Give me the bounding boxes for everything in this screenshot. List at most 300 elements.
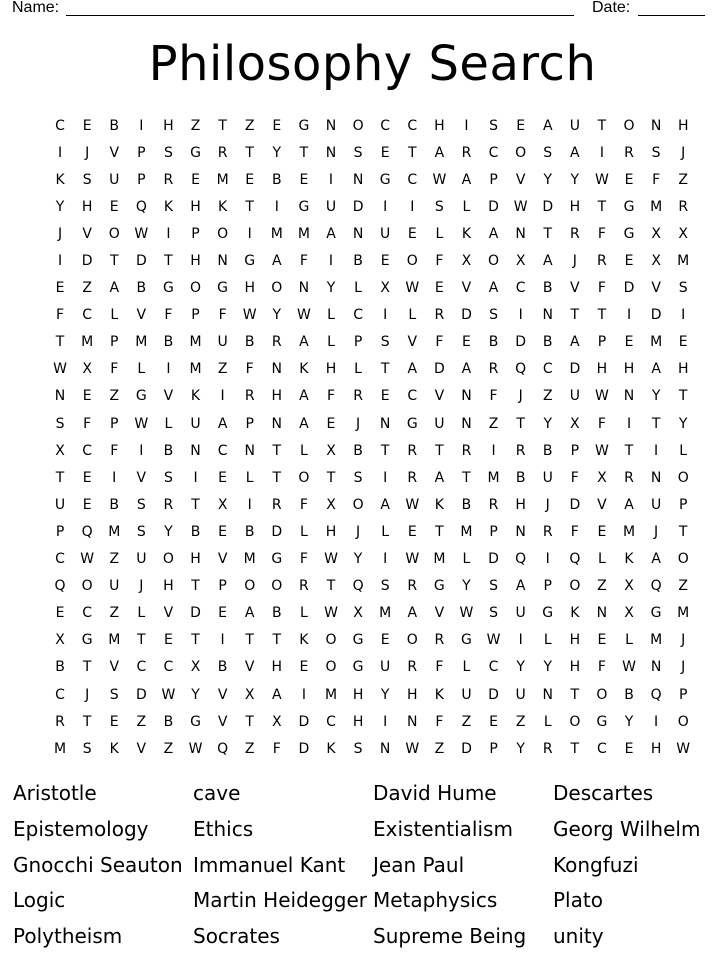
grid-cell[interactable]: D (81, 253, 94, 270)
grid-cell[interactable]: Y (624, 713, 635, 730)
grid-cell[interactable]: X (651, 253, 662, 270)
grid-cell[interactable]: E (299, 171, 310, 188)
grid-cell[interactable]: W (296, 307, 312, 324)
grid-cell[interactable]: Q (515, 361, 528, 378)
grid-cell[interactable]: K (299, 632, 310, 649)
grid-cell[interactable]: C (163, 659, 175, 676)
grid-cell[interactable]: E (109, 713, 120, 730)
grid-cell[interactable]: T (651, 415, 662, 432)
grid-cell[interactable]: J (356, 523, 362, 540)
grid-cell[interactable]: W (324, 551, 339, 568)
grid-cell[interactable]: I (57, 144, 64, 161)
grid-cell[interactable]: A (109, 280, 121, 297)
grid-cell[interactable]: C (353, 307, 364, 324)
grid-cell[interactable]: P (218, 578, 228, 595)
grid-cell[interactable]: S (489, 307, 499, 324)
grid-cell[interactable]: A (299, 415, 310, 432)
grid-cell[interactable]: P (353, 334, 364, 351)
grid-cell[interactable]: I (328, 253, 335, 270)
grid-cell[interactable]: N (271, 361, 284, 378)
grid-cell[interactable]: R (488, 496, 500, 513)
grid-cell[interactable]: H (677, 361, 690, 378)
grid-cell[interactable]: L (435, 225, 445, 242)
grid-cell[interactable]: L (543, 632, 553, 649)
grid-cell[interactable]: C (407, 388, 419, 405)
name-field-line[interactable] (66, 15, 574, 16)
grid-cell[interactable]: W (595, 442, 610, 459)
grid-cell[interactable]: H (569, 198, 582, 215)
grid-cell[interactable]: S (353, 740, 364, 757)
grid-cell[interactable]: L (462, 551, 472, 568)
grid-cell[interactable]: C (55, 117, 66, 134)
grid-cell[interactable]: M (108, 523, 122, 540)
grid-cell[interactable]: E (624, 334, 635, 351)
grid-cell[interactable]: E (597, 632, 608, 649)
grid-cell[interactable]: J (545, 496, 551, 513)
grid-cell[interactable]: Z (109, 551, 121, 568)
grid-cell[interactable]: Y (380, 686, 391, 703)
grid-cell[interactable]: P (110, 334, 120, 351)
grid-cell[interactable]: A (461, 171, 473, 188)
grid-cell[interactable]: P (245, 415, 255, 432)
grid-cell[interactable]: T (218, 117, 228, 134)
grid-cell[interactable]: K (326, 740, 337, 757)
grid-cell[interactable]: D (461, 740, 473, 757)
grid-cell[interactable]: V (136, 740, 148, 757)
grid-cell[interactable]: D (515, 334, 528, 351)
grid-cell[interactable]: Z (82, 280, 93, 297)
grid-cell[interactable]: G (379, 171, 392, 188)
grid-cell[interactable]: D (542, 198, 555, 215)
grid-cell[interactable]: T (462, 469, 472, 486)
grid-cell[interactable]: K (434, 686, 445, 703)
grid-cell[interactable]: N (650, 659, 663, 676)
grid-cell[interactable]: G (596, 713, 609, 730)
grid-cell[interactable]: T (272, 442, 283, 459)
grid-cell[interactable]: H (352, 713, 365, 730)
grid-cell[interactable]: Z (678, 578, 689, 595)
grid-cell[interactable]: T (82, 659, 93, 676)
grid-cell[interactable]: G (271, 551, 284, 568)
grid-cell[interactable]: L (137, 361, 147, 378)
grid-cell[interactable]: L (327, 334, 336, 351)
grid-cell[interactable]: M (54, 740, 68, 757)
grid-cell[interactable]: T (435, 523, 445, 540)
grid-cell[interactable]: C (407, 117, 419, 134)
grid-cell[interactable]: B (515, 469, 527, 486)
grid-cell[interactable]: O (596, 686, 609, 703)
grid-cell[interactable]: N (650, 469, 663, 486)
grid-cell[interactable]: R (163, 496, 175, 513)
grid-cell[interactable]: G (433, 578, 446, 595)
grid-cell[interactable]: R (407, 578, 419, 595)
grid-cell[interactable]: I (626, 415, 633, 432)
grid-cell[interactable]: A (542, 253, 554, 270)
grid-cell[interactable]: T (435, 442, 445, 459)
grid-cell[interactable]: W (405, 280, 421, 297)
grid-cell[interactable]: Q (54, 578, 67, 595)
grid-cell[interactable]: H (163, 117, 175, 134)
grid-cell[interactable]: X (651, 225, 662, 242)
grid-cell[interactable]: U (54, 496, 67, 513)
grid-cell[interactable]: T (299, 144, 310, 161)
grid-cell[interactable]: O (569, 713, 582, 730)
grid-cell[interactable]: I (274, 198, 280, 215)
grid-cell[interactable]: Q (217, 740, 230, 757)
grid-cell[interactable]: W (622, 659, 637, 676)
grid-cell[interactable]: L (110, 307, 120, 324)
grid-cell[interactable]: W (80, 551, 96, 568)
grid-cell[interactable]: K (109, 740, 120, 757)
grid-cell[interactable]: U (569, 388, 581, 405)
grid-cell[interactable]: P (678, 686, 689, 703)
grid-cell[interactable]: E (326, 415, 337, 432)
grid-cell[interactable]: N (596, 605, 609, 622)
grid-cell[interactable]: H (190, 253, 202, 270)
grid-cell[interactable]: Q (515, 551, 528, 568)
grid-cell[interactable]: I (383, 198, 389, 215)
grid-cell[interactable]: I (599, 144, 605, 161)
grid-cell[interactable]: T (326, 469, 337, 486)
grid-cell[interactable]: V (82, 225, 93, 242)
grid-cell[interactable]: U (461, 686, 473, 703)
grid-cell[interactable]: S (489, 578, 499, 595)
grid-cell[interactable]: C (326, 713, 337, 730)
grid-cell[interactable]: G (352, 659, 365, 676)
grid-cell[interactable]: E (380, 632, 391, 649)
grid-cell[interactable]: L (299, 523, 309, 540)
grid-cell[interactable]: R (244, 388, 256, 405)
grid-cell[interactable]: H (569, 659, 582, 676)
grid-cell[interactable]: R (407, 659, 419, 676)
grid-cell[interactable]: I (681, 307, 687, 324)
grid-cell[interactable]: B (353, 442, 364, 459)
grid-cell[interactable]: T (407, 144, 418, 161)
grid-cell[interactable]: F (299, 253, 309, 270)
grid-cell[interactable]: L (245, 469, 255, 486)
grid-cell[interactable]: T (543, 225, 554, 242)
grid-cell[interactable]: F (597, 225, 607, 242)
grid-cell[interactable]: L (164, 415, 174, 432)
grid-cell[interactable]: H (190, 198, 202, 215)
grid-cell[interactable]: R (353, 388, 364, 405)
grid-cell[interactable]: E (624, 171, 635, 188)
grid-cell[interactable]: E (434, 280, 445, 297)
grid-cell[interactable]: V (163, 605, 175, 622)
grid-cell[interactable]: K (434, 496, 445, 513)
grid-cell[interactable]: L (598, 551, 607, 568)
grid-cell[interactable]: R (678, 198, 690, 215)
grid-cell[interactable]: T (597, 307, 608, 324)
grid-cell[interactable]: U (569, 117, 581, 134)
grid-cell[interactable]: T (624, 442, 635, 459)
grid-cell[interactable]: X (244, 686, 256, 703)
grid-cell[interactable]: S (353, 469, 364, 486)
grid-cell[interactable]: A (217, 415, 229, 432)
grid-cell[interactable]: F (435, 334, 445, 351)
grid-cell[interactable]: P (489, 740, 499, 757)
grid-cell[interactable]: O (325, 659, 338, 676)
grid-cell[interactable]: T (272, 469, 283, 486)
grid-cell[interactable]: J (681, 144, 687, 161)
grid-cell[interactable]: Y (55, 198, 66, 215)
grid-cell[interactable]: G (217, 280, 230, 297)
grid-cell[interactable]: R (434, 632, 446, 649)
grid-cell[interactable]: X (353, 605, 364, 622)
grid-cell[interactable]: G (298, 198, 311, 215)
grid-cell[interactable]: U (434, 415, 446, 432)
grid-cell[interactable]: X (461, 253, 473, 270)
grid-cell[interactable]: G (650, 605, 663, 622)
grid-cell[interactable]: L (299, 605, 309, 622)
grid-cell[interactable]: R (569, 225, 581, 242)
grid-cell[interactable]: Y (272, 144, 283, 161)
grid-cell[interactable]: E (678, 334, 689, 351)
grid-cell[interactable]: X (190, 659, 202, 676)
grid-cell[interactable]: Y (678, 415, 689, 432)
grid-cell[interactable]: M (650, 334, 664, 351)
grid-cell[interactable]: V (434, 388, 446, 405)
grid-cell[interactable]: S (651, 144, 662, 161)
grid-cell[interactable]: A (624, 496, 635, 513)
grid-cell[interactable]: D (623, 280, 636, 297)
grid-cell[interactable]: Y (353, 551, 364, 568)
grid-cell[interactable]: T (678, 523, 689, 540)
grid-cell[interactable]: I (193, 469, 199, 486)
grid-cell[interactable]: E (82, 388, 93, 405)
grid-cell[interactable]: J (654, 523, 660, 540)
grid-cell[interactable]: H (352, 686, 365, 703)
grid-cell[interactable]: S (109, 686, 120, 703)
grid-cell[interactable]: G (162, 280, 175, 297)
grid-cell[interactable]: O (406, 253, 419, 270)
grid-cell[interactable]: U (380, 659, 392, 676)
grid-cell[interactable]: R (299, 578, 310, 595)
grid-cell[interactable]: W (513, 198, 529, 215)
grid-cell[interactable]: Y (543, 171, 554, 188)
grid-cell[interactable]: D (488, 198, 500, 215)
grid-cell[interactable]: I (545, 551, 551, 568)
grid-cell[interactable]: K (55, 171, 66, 188)
grid-cell[interactable]: T (597, 117, 608, 134)
grid-cell[interactable]: Z (109, 605, 121, 622)
grid-cell[interactable]: P (191, 307, 201, 324)
grid-cell[interactable]: M (677, 253, 691, 270)
grid-cell[interactable]: O (488, 253, 501, 270)
grid-cell[interactable]: I (220, 632, 226, 649)
grid-cell[interactable]: S (136, 523, 147, 540)
grid-cell[interactable]: T (55, 334, 66, 351)
grid-cell[interactable]: R (461, 144, 473, 161)
grid-cell[interactable]: U (109, 171, 121, 188)
grid-cell[interactable]: W (161, 686, 177, 703)
date-field-line[interactable] (638, 15, 705, 16)
grid-cell[interactable]: V (217, 686, 229, 703)
grid-cell[interactable]: F (597, 659, 607, 676)
grid-cell[interactable]: J (139, 578, 145, 595)
grid-cell[interactable]: N (325, 117, 338, 134)
grid-cell[interactable]: O (569, 578, 582, 595)
grid-cell[interactable]: W (324, 605, 339, 622)
grid-cell[interactable]: D (135, 253, 148, 270)
grid-cell[interactable]: Z (678, 171, 689, 188)
grid-cell[interactable]: K (163, 198, 175, 215)
grid-cell[interactable]: E (55, 280, 66, 297)
grid-cell[interactable]: O (677, 469, 690, 486)
grid-cell[interactable]: G (623, 225, 636, 242)
grid-cell[interactable]: A (407, 605, 419, 622)
grid-cell[interactable]: Y (543, 659, 554, 676)
grid-cell[interactable]: Q (352, 578, 365, 595)
grid-cell[interactable]: S (489, 605, 499, 622)
grid-cell[interactable]: I (518, 632, 524, 649)
grid-cell[interactable]: B (271, 605, 283, 622)
grid-cell[interactable]: V (570, 280, 581, 297)
grid-cell[interactable]: S (353, 144, 364, 161)
grid-cell[interactable]: N (542, 307, 554, 324)
grid-cell[interactable]: R (271, 334, 283, 351)
grid-cell[interactable]: V (407, 334, 419, 351)
grid-cell[interactable]: A (299, 388, 310, 405)
grid-cell[interactable]: Y (326, 280, 337, 297)
grid-cell[interactable]: G (81, 632, 94, 649)
grid-cell[interactable]: E (407, 225, 418, 242)
grid-cell[interactable]: M (189, 361, 203, 378)
grid-cell[interactable]: N (407, 713, 419, 730)
grid-cell[interactable]: B (163, 442, 175, 459)
grid-cell[interactable]: U (109, 578, 121, 595)
grid-cell[interactable]: P (489, 523, 499, 540)
grid-cell[interactable]: Y (272, 307, 283, 324)
grid-cell[interactable]: M (324, 686, 339, 703)
grid-cell[interactable]: E (516, 117, 527, 134)
grid-cell[interactable]: U (217, 334, 229, 351)
grid-cell[interactable]: F (83, 415, 93, 432)
grid-cell[interactable]: D (433, 361, 446, 378)
grid-cell[interactable]: G (461, 632, 473, 649)
grid-cell[interactable]: M (189, 334, 203, 351)
grid-cell[interactable]: N (379, 415, 392, 432)
grid-cell[interactable]: D (271, 523, 284, 540)
grid-cell[interactable]: B (163, 334, 175, 351)
grid-cell[interactable]: N (325, 144, 338, 161)
grid-cell[interactable]: O (352, 117, 365, 134)
grid-cell[interactable]: T (164, 253, 174, 270)
grid-cell[interactable]: W (595, 171, 610, 188)
grid-cell[interactable]: D (569, 361, 582, 378)
grid-cell[interactable]: F (110, 361, 120, 378)
grid-cell[interactable]: I (247, 496, 253, 513)
grid-cell[interactable]: I (166, 225, 172, 242)
grid-cell[interactable]: X (380, 280, 391, 297)
grid-cell[interactable]: O (352, 496, 365, 513)
grid-cell[interactable]: X (82, 361, 93, 378)
grid-cell[interactable]: O (190, 280, 203, 297)
grid-cell[interactable]: B (244, 334, 256, 351)
grid-cell[interactable]: I (518, 307, 524, 324)
grid-cell[interactable]: A (651, 361, 662, 378)
grid-cell[interactable]: M (622, 523, 637, 540)
grid-cell[interactable]: S (55, 415, 66, 432)
grid-cell[interactable]: M (487, 469, 501, 486)
grid-cell[interactable]: J (572, 253, 578, 270)
grid-cell[interactable]: D (135, 686, 148, 703)
grid-cell[interactable]: E (462, 334, 472, 351)
grid-cell[interactable]: S (82, 171, 93, 188)
grid-cell[interactable]: N (461, 388, 473, 405)
grid-cell[interactable]: E (218, 605, 229, 622)
grid-cell[interactable]: A (272, 253, 283, 270)
grid-cell[interactable]: J (681, 632, 687, 649)
grid-cell[interactable]: E (82, 117, 93, 134)
grid-cell[interactable]: C (217, 442, 229, 459)
grid-cell[interactable]: O (81, 578, 94, 595)
grid-cell[interactable]: Q (650, 578, 663, 595)
grid-cell[interactable]: O (406, 632, 419, 649)
grid-cell[interactable]: B (217, 659, 229, 676)
grid-cell[interactable]: F (597, 280, 607, 297)
grid-cell[interactable]: F (56, 307, 66, 324)
grid-cell[interactable]: I (166, 361, 172, 378)
grid-cell[interactable]: P (597, 334, 608, 351)
grid-cell[interactable]: V (136, 469, 148, 486)
grid-cell[interactable]: T (516, 415, 526, 432)
grid-cell[interactable]: S (489, 117, 499, 134)
grid-cell[interactable]: T (245, 632, 255, 649)
grid-cell[interactable]: H (244, 280, 256, 297)
grid-cell[interactable]: F (164, 307, 174, 324)
grid-cell[interactable]: Q (569, 551, 582, 568)
grid-cell[interactable]: K (218, 198, 229, 215)
grid-cell[interactable]: A (515, 578, 527, 595)
grid-cell[interactable]: E (82, 469, 93, 486)
grid-cell[interactable]: Q (135, 198, 148, 215)
grid-cell[interactable]: F (110, 442, 120, 459)
grid-cell[interactable]: N (542, 686, 554, 703)
grid-cell[interactable]: O (677, 551, 690, 568)
grid-cell[interactable]: S (380, 334, 391, 351)
grid-cell[interactable]: V (515, 171, 527, 188)
grid-cell[interactable]: J (57, 225, 64, 242)
grid-cell[interactable]: A (461, 361, 473, 378)
grid-cell[interactable]: H (596, 361, 609, 378)
grid-cell[interactable]: X (678, 225, 689, 242)
grid-cell[interactable]: Z (163, 740, 175, 757)
grid-cell[interactable]: W (134, 225, 150, 242)
grid-cell[interactable]: Y (516, 740, 526, 757)
grid-cell[interactable]: I (139, 117, 145, 134)
grid-cell[interactable]: R (434, 307, 446, 324)
grid-cell[interactable]: P (678, 496, 689, 513)
grid-cell[interactable]: C (488, 144, 500, 161)
grid-cell[interactable]: G (623, 198, 636, 215)
grid-cell[interactable]: Z (461, 713, 473, 730)
grid-cell[interactable]: K (570, 605, 581, 622)
grid-cell[interactable]: T (380, 361, 391, 378)
grid-cell[interactable]: F (652, 171, 662, 188)
grid-cell[interactable]: W (486, 632, 502, 649)
grid-cell[interactable]: T (570, 686, 581, 703)
grid-cell[interactable]: G (135, 388, 148, 405)
grid-cell[interactable]: H (569, 632, 582, 649)
grid-cell[interactable]: F (299, 551, 309, 568)
grid-cell[interactable]: Y (570, 171, 581, 188)
grid-cell[interactable]: B (109, 117, 121, 134)
grid-cell[interactable]: E (245, 171, 256, 188)
grid-cell[interactable]: O (271, 280, 284, 297)
grid-cell[interactable]: C (82, 442, 94, 459)
grid-cell[interactable]: N (271, 415, 284, 432)
